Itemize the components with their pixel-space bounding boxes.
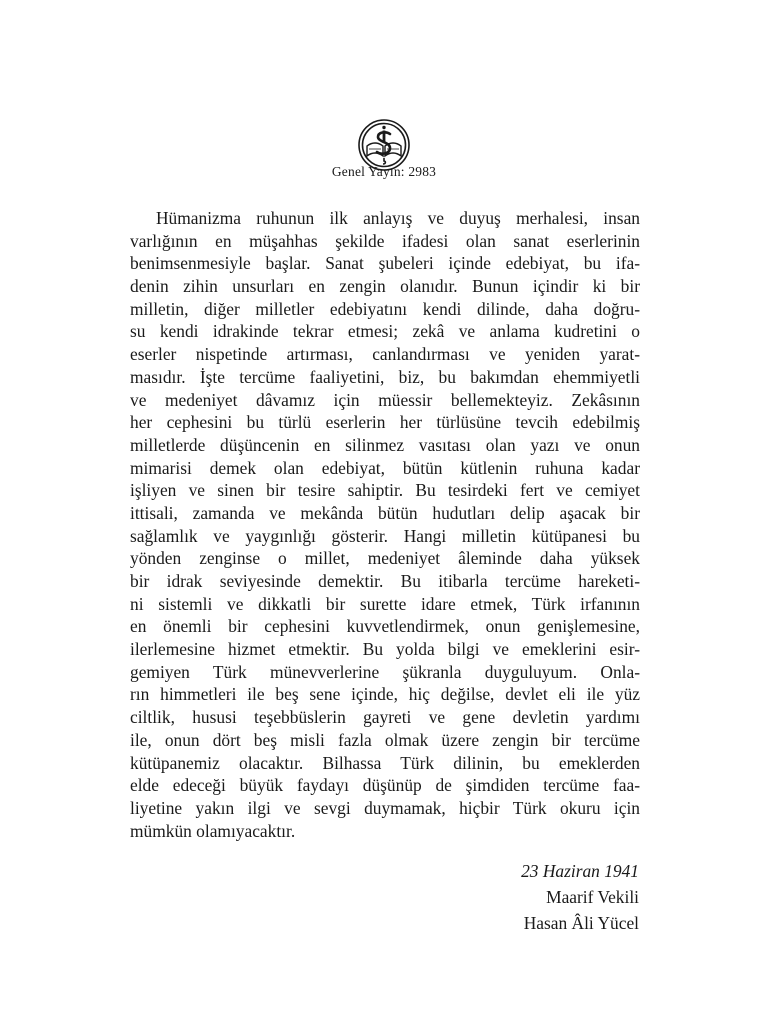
text-line: en önemli bir cephesini kuvvetlendirmek, onun genişlemesine, <box>130 616 640 637</box>
text-line: Hümanizma ruhunun ilk anlayış ve duyuş merhalesi, insan <box>156 208 640 228</box>
signature-block <box>521 858 639 936</box>
text-line: sağlamlık ve yaygınlığı gösterir. Hangi milletin kütüpanesi bu <box>130 525 640 546</box>
text-line: varlığının en müşahhas şekilde ifadesi olan sanat eserlerinin <box>130 230 640 251</box>
text-line: mümkün olamıyacaktır. <box>130 820 296 841</box>
text-line: milletin, diğer milletler edebiyatını kendi dilinde, daha doğru- <box>130 298 640 319</box>
text-line: yönden zenginse o millet, medeniyet âleminde daha yüksek <box>130 548 640 569</box>
signature-date: 23 Haziran 1941 <box>521 861 639 881</box>
text-line: mimarisi demek olan edebiyat, bütün kütlenin ruhuna kadar <box>130 457 640 478</box>
text-line: ile, onun dört beş misli fazla olmak üzere zengin bir tercüme <box>130 729 640 750</box>
text-line: denin zihin unsurları en zengin olanıdır. Bunun içindir ki bir <box>130 276 640 297</box>
text-line: benimsenmesiyle başlar. Sanat şubeleri içinde edebiyat, bu ifa- <box>130 253 640 274</box>
text-line: ciltlik, hususi teşebbüslerin gayreti ve gene devletin yardımı <box>130 707 640 728</box>
text-line: masıdır. İşte tercüme faaliyetini, biz, bu bakımdan ehemmiyetli <box>130 366 640 387</box>
text-line: her cephesini bu türlü eserlerin her türlüsüne tevcih edebilmiş <box>130 412 640 433</box>
signature-name: Hasan Âli Yücel <box>523 913 639 933</box>
signature-title: Maarif Vekili <box>546 887 639 907</box>
text-line: ni sistemli ve dikkatli bir surette idare etmek, Türk irfanının <box>130 593 640 614</box>
text-line: rın himmetleri ile beş sene içinde, hiç değilse, devlet eli ile yüz <box>130 684 640 705</box>
text-line: elde edeceği büyük faydayı düşünüp de şimdiden tercüme faa- <box>130 775 640 796</box>
text-line: ve medeniyet dâvamız için müessir bellemekteyiz. Zekâsının <box>130 389 640 410</box>
text-line: eserler nispetinde artırması, canlandırması ve yeniden yarat- <box>130 344 640 365</box>
text-line: milletlerde düşüncenin en silinmez vasıtası olan yazı ve onun <box>130 434 640 455</box>
text-line: su kendi idrakinde tekrar etmesi; zekâ ve anlama kudretini o <box>130 321 640 342</box>
text-line: kütüpanemiz olacaktır. Bilhassa Türk dilinin, bu emeklerden <box>130 752 640 773</box>
preface-paragraph <box>130 207 640 842</box>
text-line: işliyen ve sinen bir tesire sahiptir. Bu tesirdeki fert ve cemiyet <box>130 480 640 501</box>
text-line: ilerlemesine hizmet etmektir. Bu yolda bilgi ve emeklerini esir- <box>130 639 640 660</box>
publication-number: Genel Yayın: 2983 <box>331 164 437 179</box>
text-line: bir idrak seviyesinde demektir. Bu itibarla tercüme hareketi- <box>130 571 640 591</box>
text-line: gemiyen Türk münevverlerine şükranla duyguluyum. Onla- <box>130 661 640 682</box>
text-line: ittisali, zamanda ve mekânda bütün hudutları delip aşacak bir <box>130 502 640 523</box>
text-line: liyetine yakın ilgi ve sevgi duymamak, hiçbir Türk okuru için <box>130 797 640 818</box>
